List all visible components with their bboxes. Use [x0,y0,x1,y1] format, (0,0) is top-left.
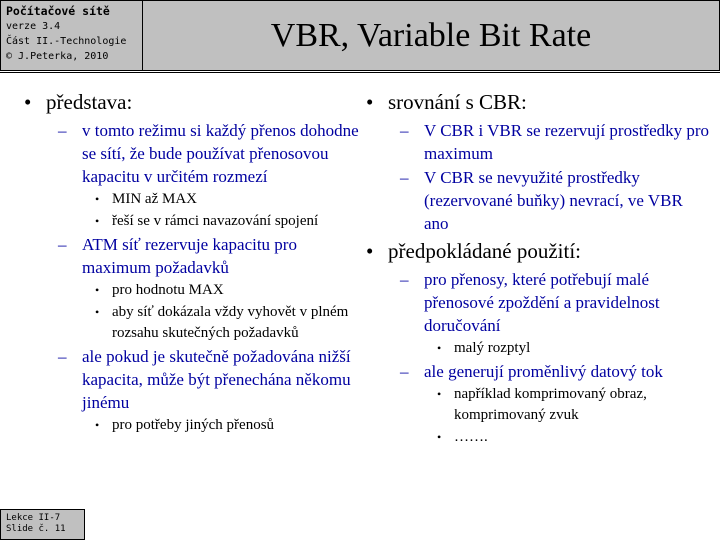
left-column [24,90,364,437]
sub-bullet-range: – v tomto režimu si každý přenos dohodne se sítí, že bude používat přenosovou kapacitu v určitém rozmezí [24,119,364,188]
sub-bullet-unused-resources: – V CBR se nevyužité prostředky (rezervované buňky) nevrací, ve VBR ano [366,166,711,235]
bullet-cbr-comparison: • srovnání s CBR: [366,90,711,115]
sub-sub-bullet-full-range: • aby síť dokázala vždy vyhovět v plném rozsahu skutečných požadavků [24,302,364,344]
bullet-expected-use: • předpokládané použití: [366,239,711,264]
sub-bullet-reserve: – ATM síť rezervuje kapacitu pro maximum požadavků [24,233,364,279]
part-label: Část II.-Technologie [6,36,127,47]
course-info-box [0,0,143,71]
copyright-label: © J.Peterka, 2010 [6,51,109,62]
slide-number-label: Slide č. 11 [6,524,66,534]
sub-sub-bullet-min-max: • MIN až MAX [24,189,364,210]
sub-bullet-variable-flow: – ale generují proměnlivý datový tok [366,360,711,383]
course-name: Počítačové sítě [6,4,110,18]
sub-sub-bullet-max-value: • pro hodnotu MAX [24,280,364,301]
lesson-label: Lekce II-7 [6,513,61,523]
sub-sub-bullet-ellipsis: • ……. [366,427,711,448]
sub-sub-bullet-low-jitter: • malý rozptyl [366,338,711,359]
sub-sub-bullet-other-transfers: • pro potřeby jiných přenosů [24,415,364,436]
sub-sub-bullet-compressed: • například komprimovaný obraz, komprimovaný zvuk [366,384,711,426]
right-column [366,90,711,449]
title-bar [143,0,720,71]
bullet-idea: • představa: [24,90,364,115]
sub-bullet-low-delay: – pro přenosy, které potřebují malé přenosové zpoždění a pravidelnost doručování [366,268,711,337]
sub-sub-bullet-connection: • řeší se v rámci navazování spojení [24,211,364,232]
slide-title: VBR, Variable Bit Rate [270,16,592,54]
version-label: verze 3.4 [6,21,61,32]
slide-info-box [0,509,85,540]
sub-bullet-both-reserve: – V CBR i VBR se rezervují prostředky pro maximum [366,119,711,165]
sub-bullet-lower-capacity: – ale pokud je skutečně požadována nižší kapacita, může být přenechána někomu jinému [24,345,364,414]
header-divider [0,72,720,73]
